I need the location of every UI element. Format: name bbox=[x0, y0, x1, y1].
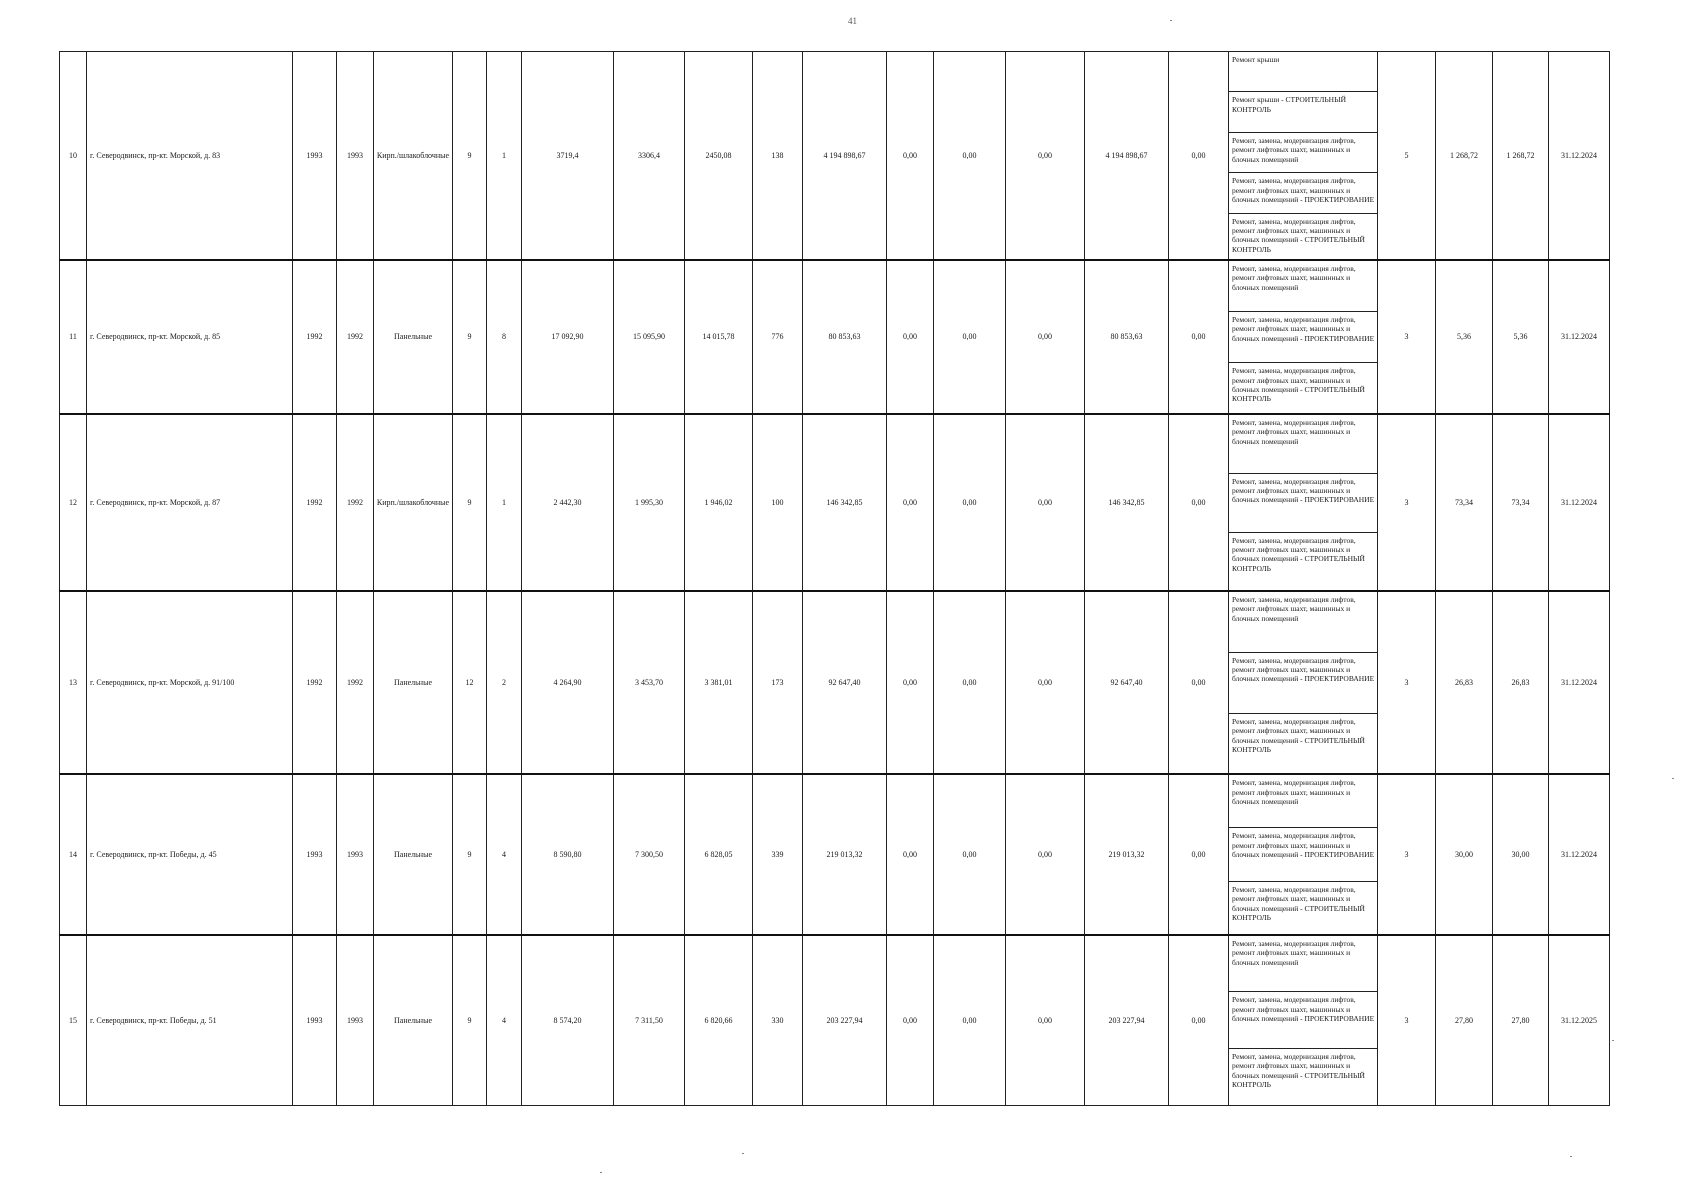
residents-count: 330 bbox=[753, 935, 803, 1106]
wall-material: Панельные bbox=[374, 774, 453, 935]
total-area: 2 442,30 bbox=[522, 414, 614, 591]
unit-cost: 30,00 bbox=[1436, 774, 1493, 935]
wall-material: Кирп./шлакоблочные bbox=[374, 52, 453, 261]
area-premises: 7 300,50 bbox=[614, 774, 685, 935]
fund-regional: 0,00 bbox=[934, 935, 1006, 1106]
fund-other: 0,00 bbox=[1169, 591, 1229, 774]
fund-local: 0,00 bbox=[1006, 414, 1085, 591]
fund-other: 0,00 bbox=[1169, 414, 1229, 591]
year-built: 1993 bbox=[293, 774, 337, 935]
max-unit-cost: 1 268,72 bbox=[1493, 52, 1549, 261]
work-type: Ремонт, замена, модернизация лифтов, ремонт лифтовых шахт, машинных и блочных помещений - ПРОЕКТИРОВАНИЕ bbox=[1229, 473, 1378, 532]
wall-material: Панельные bbox=[374, 591, 453, 774]
work-count: 5 bbox=[1378, 52, 1436, 261]
work-type: Ремонт, замена, модернизация лифтов, ремонт лифтовых шахт, машинных и блочных помещений - ПРОЕКТИРОВАНИЕ bbox=[1229, 311, 1378, 362]
table-row bbox=[60, 52, 1610, 92]
area-residential: 14 015,78 bbox=[685, 260, 753, 414]
fund-local: 0,00 bbox=[1006, 260, 1085, 414]
work-type: Ремонт, замена, модернизация лифтов, ремонт лифтовых шахт, машинных и блочных помещений bbox=[1229, 414, 1378, 473]
work-type: Ремонт, замена, модернизация лифтов, ремонт лифтовых шахт, машинных и блочных помещений - ПРОЕКТИРОВАНИЕ bbox=[1229, 173, 1378, 213]
year-commissioned: 1992 bbox=[337, 260, 374, 414]
row-number: 12 bbox=[60, 414, 87, 591]
max-unit-cost: 26,83 bbox=[1493, 591, 1549, 774]
work-type: Ремонт, замена, модернизация лифтов, ремонт лифтовых шахт, машинных и блочных помещений - СТРОИТЕЛЬНЫЙ КОНТРОЛЬ bbox=[1229, 213, 1378, 260]
residents-count: 138 bbox=[753, 52, 803, 261]
fund-regional: 0,00 bbox=[934, 774, 1006, 935]
work-type: Ремонт, замена, модернизация лифтов, ремонт лифтовых шахт, машинных и блочных помещений bbox=[1229, 260, 1378, 311]
fund-federal: 0,00 bbox=[887, 591, 934, 774]
row-number: 13 bbox=[60, 591, 87, 774]
floors-count: 9 bbox=[453, 260, 487, 414]
entrances-count: 4 bbox=[487, 935, 522, 1106]
year-built: 1992 bbox=[293, 591, 337, 774]
area-premises: 1 995,30 bbox=[614, 414, 685, 591]
total-area: 8 590,80 bbox=[522, 774, 614, 935]
row-number: 10 bbox=[60, 52, 87, 261]
work-type: Ремонт, замена, модернизация лифтов, ремонт лифтовых шахт, машинных и блочных помещений - СТРОИТЕЛЬНЫЙ КОНТРОЛЬ bbox=[1229, 1049, 1378, 1106]
fund-federal: 0,00 bbox=[887, 260, 934, 414]
fund-other: 0,00 bbox=[1169, 52, 1229, 261]
fund-regional: 0,00 bbox=[934, 414, 1006, 591]
fund-regional: 0,00 bbox=[934, 260, 1006, 414]
year-built: 1992 bbox=[293, 414, 337, 591]
work-count: 3 bbox=[1378, 774, 1436, 935]
address-cell: г. Северодвинск, пр-кт. Морской, д. 83 bbox=[87, 52, 293, 261]
deadline: 31.12.2024 bbox=[1549, 260, 1610, 414]
work-count: 3 bbox=[1378, 591, 1436, 774]
area-premises: 3306,4 bbox=[614, 52, 685, 261]
page-number: 41 bbox=[848, 16, 857, 26]
residents-count: 173 bbox=[753, 591, 803, 774]
row-number: 11 bbox=[60, 260, 87, 414]
address-cell: г. Северодвинск, пр-кт. Победы, д. 45 bbox=[87, 774, 293, 935]
fund-regional: 0,00 bbox=[934, 591, 1006, 774]
floors-count: 9 bbox=[453, 52, 487, 261]
deadline: 31.12.2024 bbox=[1549, 774, 1610, 935]
residents-count: 100 bbox=[753, 414, 803, 591]
fund-owners: 4 194 898,67 bbox=[1085, 52, 1169, 261]
floors-count: 9 bbox=[453, 414, 487, 591]
fund-federal: 0,00 bbox=[887, 414, 934, 591]
table-row bbox=[60, 774, 1610, 828]
capital-repair-table bbox=[59, 51, 1610, 1106]
year-commissioned: 1993 bbox=[337, 774, 374, 935]
work-type: Ремонт, замена, модернизация лифтов, ремонт лифтовых шахт, машинных и блочных помещений - СТРОИТЕЛЬНЫЙ КОНТРОЛЬ bbox=[1229, 713, 1378, 774]
area-residential: 3 381,01 bbox=[685, 591, 753, 774]
fund-owners: 92 647,40 bbox=[1085, 591, 1169, 774]
floors-count: 9 bbox=[453, 935, 487, 1106]
year-built: 1993 bbox=[293, 935, 337, 1106]
cost-total: 92 647,40 bbox=[803, 591, 887, 774]
entrances-count: 8 bbox=[487, 260, 522, 414]
address-cell: г. Северодвинск, пр-кт. Морской, д. 91/100 bbox=[87, 591, 293, 774]
deadline: 31.12.2025 bbox=[1549, 935, 1610, 1106]
work-type: Ремонт, замена, модернизация лифтов, ремонт лифтовых шахт, машинных и блочных помещений bbox=[1229, 591, 1378, 652]
area-premises: 7 311,50 bbox=[614, 935, 685, 1106]
table-row bbox=[60, 591, 1610, 652]
table-body bbox=[60, 52, 1610, 1106]
row-number: 15 bbox=[60, 935, 87, 1106]
fund-other: 0,00 bbox=[1169, 260, 1229, 414]
cost-total: 203 227,94 bbox=[803, 935, 887, 1106]
total-area: 17 092,90 bbox=[522, 260, 614, 414]
year-commissioned: 1992 bbox=[337, 591, 374, 774]
max-unit-cost: 27,80 bbox=[1493, 935, 1549, 1106]
fund-local: 0,00 bbox=[1006, 935, 1085, 1106]
area-premises: 15 095,90 bbox=[614, 260, 685, 414]
year-built: 1993 bbox=[293, 52, 337, 261]
work-type: Ремонт крыши - СТРОИТЕЛЬНЫЙ КОНТРОЛЬ bbox=[1229, 92, 1378, 132]
deadline: 31.12.2024 bbox=[1549, 52, 1610, 261]
fund-local: 0,00 bbox=[1006, 52, 1085, 261]
max-unit-cost: 30,00 bbox=[1493, 774, 1549, 935]
wall-material: Панельные bbox=[374, 935, 453, 1106]
cost-total: 4 194 898,67 bbox=[803, 52, 887, 261]
area-residential: 6 828,05 bbox=[685, 774, 753, 935]
unit-cost: 73,34 bbox=[1436, 414, 1493, 591]
year-commissioned: 1992 bbox=[337, 414, 374, 591]
work-count: 3 bbox=[1378, 935, 1436, 1106]
residents-count: 339 bbox=[753, 774, 803, 935]
work-type: Ремонт, замена, модернизация лифтов, ремонт лифтовых шахт, машинных и блочных помещений - ПРОЕКТИРОВАНИЕ bbox=[1229, 992, 1378, 1049]
fund-other: 0,00 bbox=[1169, 935, 1229, 1106]
unit-cost: 27,80 bbox=[1436, 935, 1493, 1106]
work-type: Ремонт, замена, модернизация лифтов, ремонт лифтовых шахт, машинных и блочных помещений - ПРОЕКТИРОВАНИЕ bbox=[1229, 652, 1378, 713]
fund-other: 0,00 bbox=[1169, 774, 1229, 935]
fund-federal: 0,00 bbox=[887, 935, 934, 1106]
table-row bbox=[60, 414, 1610, 473]
total-area: 3719,4 bbox=[522, 52, 614, 261]
work-type: Ремонт, замена, модернизация лифтов, ремонт лифтовых шахт, машинных и блочных помещений bbox=[1229, 774, 1378, 828]
year-commissioned: 1993 bbox=[337, 52, 374, 261]
cost-total: 146 342,85 bbox=[803, 414, 887, 591]
work-type: Ремонт, замена, модернизация лифтов, ремонт лифтовых шахт, машинных и блочных помещений bbox=[1229, 132, 1378, 172]
unit-cost: 26,83 bbox=[1436, 591, 1493, 774]
entrances-count: 2 bbox=[487, 591, 522, 774]
area-residential: 1 946,02 bbox=[685, 414, 753, 591]
fund-federal: 0,00 bbox=[887, 52, 934, 261]
table-row bbox=[60, 260, 1610, 311]
area-residential: 2450,08 bbox=[685, 52, 753, 261]
fund-local: 0,00 bbox=[1006, 774, 1085, 935]
max-unit-cost: 5,36 bbox=[1493, 260, 1549, 414]
work-type: Ремонт, замена, модернизация лифтов, ремонт лифтовых шахт, машинных и блочных помещений - СТРОИТЕЛЬНЫЙ КОНТРОЛЬ bbox=[1229, 532, 1378, 591]
unit-cost: 5,36 bbox=[1436, 260, 1493, 414]
address-cell: г. Северодвинск, пр-кт. Морской, д. 87 bbox=[87, 414, 293, 591]
deadline: 31.12.2024 bbox=[1549, 591, 1610, 774]
residents-count: 776 bbox=[753, 260, 803, 414]
area-premises: 3 453,70 bbox=[614, 591, 685, 774]
deadline: 31.12.2024 bbox=[1549, 414, 1610, 591]
year-commissioned: 1993 bbox=[337, 935, 374, 1106]
fund-owners: 203 227,94 bbox=[1085, 935, 1169, 1106]
work-count: 3 bbox=[1378, 414, 1436, 591]
floors-count: 9 bbox=[453, 774, 487, 935]
work-count: 3 bbox=[1378, 260, 1436, 414]
cost-total: 219 013,32 bbox=[803, 774, 887, 935]
entrances-count: 4 bbox=[487, 774, 522, 935]
max-unit-cost: 73,34 bbox=[1493, 414, 1549, 591]
entrances-count: 1 bbox=[487, 52, 522, 261]
floors-count: 12 bbox=[453, 591, 487, 774]
entrances-count: 1 bbox=[487, 414, 522, 591]
area-residential: 6 820,66 bbox=[685, 935, 753, 1106]
year-built: 1992 bbox=[293, 260, 337, 414]
fund-owners: 146 342,85 bbox=[1085, 414, 1169, 591]
cost-total: 80 853,63 bbox=[803, 260, 887, 414]
wall-material: Панельные bbox=[374, 260, 453, 414]
unit-cost: 1 268,72 bbox=[1436, 52, 1493, 261]
work-type: Ремонт, замена, модернизация лифтов, ремонт лифтовых шахт, машинных и блочных помещений - СТРОИТЕЛЬНЫЙ КОНТРОЛЬ bbox=[1229, 881, 1378, 935]
total-area: 8 574,20 bbox=[522, 935, 614, 1106]
address-cell: г. Северодвинск, пр-кт. Морской, д. 85 bbox=[87, 260, 293, 414]
address-cell: г. Северодвинск, пр-кт. Победы, д. 51 bbox=[87, 935, 293, 1106]
fund-owners: 219 013,32 bbox=[1085, 774, 1169, 935]
row-number: 14 bbox=[60, 774, 87, 935]
work-type: Ремонт, замена, модернизация лифтов, ремонт лифтовых шахт, машинных и блочных помещений bbox=[1229, 935, 1378, 992]
work-type: Ремонт, замена, модернизация лифтов, ремонт лифтовых шахт, машинных и блочных помещений - ПРОЕКТИРОВАНИЕ bbox=[1229, 828, 1378, 882]
work-type: Ремонт, замена, модернизация лифтов, ремонт лифтовых шахт, машинных и блочных помещений - СТРОИТЕЛЬНЫЙ КОНТРОЛЬ bbox=[1229, 363, 1378, 414]
table-row bbox=[60, 935, 1610, 992]
fund-local: 0,00 bbox=[1006, 591, 1085, 774]
wall-material: Кирп./шлакоблочные bbox=[374, 414, 453, 591]
work-type: Ремонт крыши bbox=[1229, 52, 1378, 92]
total-area: 4 264,90 bbox=[522, 591, 614, 774]
fund-federal: 0,00 bbox=[887, 774, 934, 935]
fund-owners: 80 853,63 bbox=[1085, 260, 1169, 414]
fund-regional: 0,00 bbox=[934, 52, 1006, 261]
